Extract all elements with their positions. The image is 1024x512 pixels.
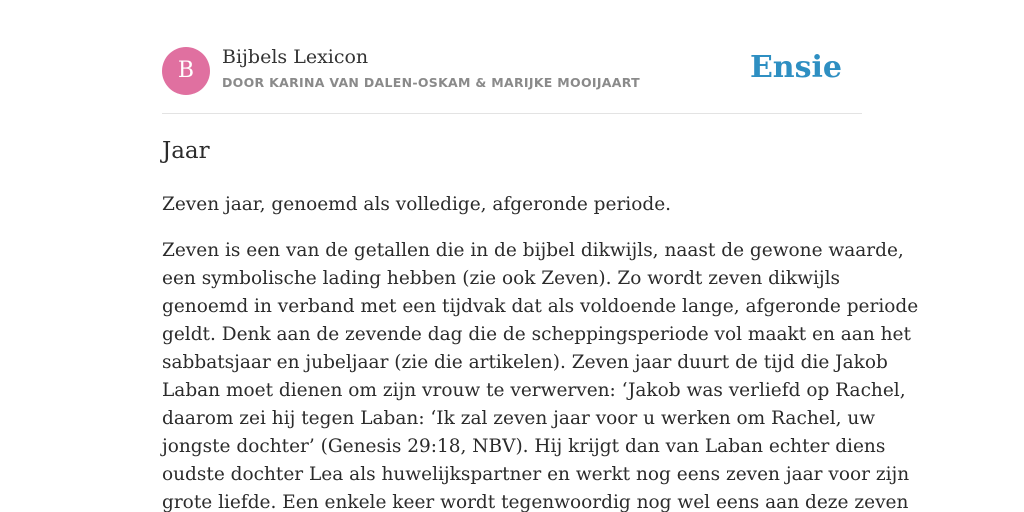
entry-lead: Zeven jaar, genoemd als volledige, afgeronde periode. bbox=[162, 194, 672, 215]
author-byline: DOOR KARINA VAN DALEN-OSKAM & MARIJKE MOOIJAART bbox=[222, 75, 640, 90]
body-line: Zeven is een van de getallen die in de bijbel dikwijls, naast de gewone waarde, bbox=[162, 240, 904, 261]
header bbox=[162, 46, 862, 96]
entry-body bbox=[162, 237, 919, 512]
divider bbox=[162, 113, 862, 114]
body-line: jongste dochter’ (Genesis 29:18, NBV). Hij krijgt dan van Laban echter diens bbox=[162, 436, 886, 457]
brand-logo-link[interactable]: Ensie bbox=[749, 50, 842, 85]
body-line: genoemd in verband met een tijdvak dat als voldoende lange, afgeronde periode bbox=[162, 296, 919, 317]
body-line: sabbatsjaar en jubeljaar (zie die artikelen). Zeven jaar duurt de tijd die Jakob bbox=[162, 352, 888, 373]
book-title[interactable]: Bijbels Lexicon bbox=[222, 46, 369, 68]
body-line: Laban moet dienen om zijn vrouw te verwerven: ‘Jakob was verliefd op Rachel, bbox=[162, 380, 906, 401]
body-line: een symbolische lading hebben (zie ook Zeven). Zo wordt zeven dikwijls bbox=[162, 268, 841, 289]
entry-title: Jaar bbox=[162, 138, 210, 164]
avatar[interactable]: B bbox=[162, 47, 210, 95]
body-line: oudste dochter Lea als huwelijkspartner en werkt nog eens zeven jaar voor zijn bbox=[162, 464, 910, 485]
body-line: grote liefde. Een enkele keer wordt tegenwoordig nog wel eens aan deze zeven bbox=[162, 492, 909, 512]
body-line: daarom zei hij tegen Laban: ‘Ik zal zeven jaar voor u werken om Rachel, uw bbox=[162, 408, 876, 429]
body-line: geldt. Denk aan de zevende dag die de scheppingsperiode vol maakt en aan het bbox=[162, 324, 911, 345]
